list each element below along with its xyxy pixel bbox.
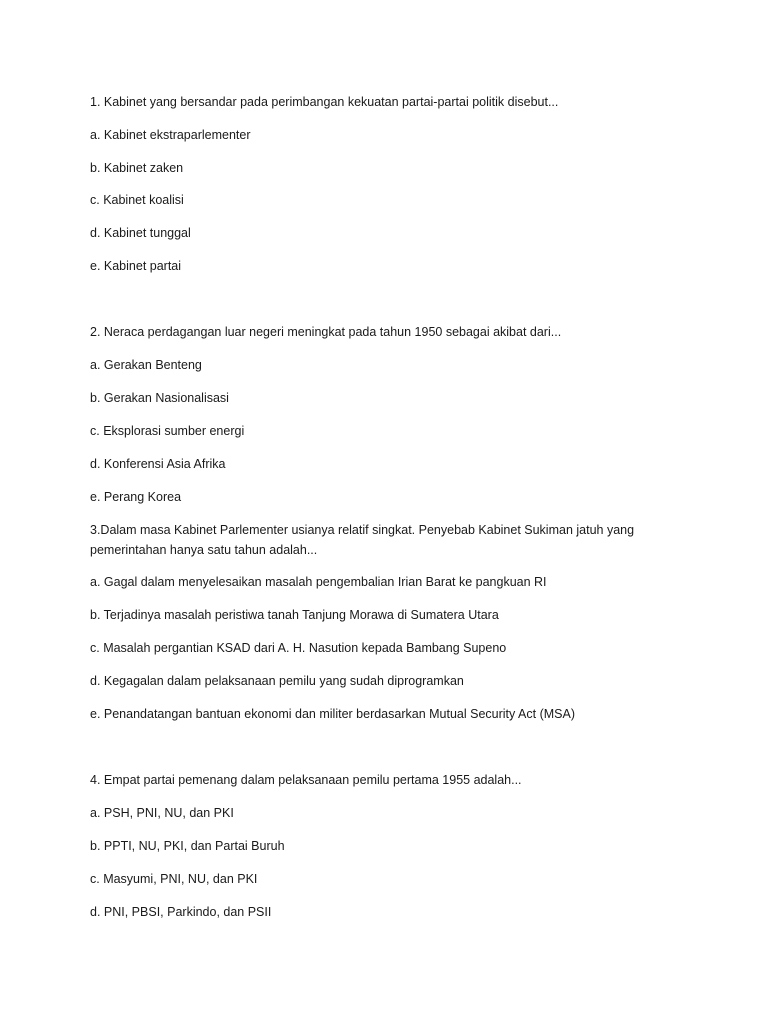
question-3-option-b: b. Terjadinya masalah peristiwa tanah Tanjung Morawa di Sumatera Utara [90, 608, 499, 622]
question-1-option-e: e. Kabinet partai [90, 259, 182, 273]
question-3-option-c: c. Masalah pergantian KSAD dari A. H. Nasution kepada Bambang Supeno [90, 641, 507, 655]
question-4-option-d: d. PNI, PBSI, Parkindo, dan PSII [90, 905, 272, 919]
question-4-option-b: b. PPTI, NU, PKI, dan Partai Buruh [90, 839, 285, 853]
question-1-option-c: c. Kabinet koalisi [90, 193, 184, 207]
question-3-option-a: a. Gagal dalam menyelesaikan masalah pengembalian Irian Barat ke pangkuan RI [90, 575, 547, 589]
question-2-option-a: a. Gerakan Benteng [90, 358, 202, 372]
question-2-text: 2. Neraca perdagangan luar negeri meningkat pada tahun 1950 sebagai akibat dari... [90, 325, 562, 339]
question-1-option-a: a. Kabinet ekstraparlementer [90, 128, 251, 142]
question-3-option-e: e. Penandatangan bantuan ekonomi dan militer berdasarkan Mutual Security Act (MSA) [90, 707, 575, 721]
question-4-text: 4. Empat partai pemenang dalam pelaksanaan pemilu pertama 1955 adalah... [90, 773, 522, 787]
question-3-text-line-1: 3.Dalam masa Kabinet Parlementer usianya relatif singkat. Penyebab Kabinet Sukiman jatuh yang [90, 523, 635, 537]
question-4-option-c: c. Masyumi, PNI, NU, dan PKI [90, 872, 258, 886]
question-3-option-d: d. Kegagalan dalam pelaksanaan pemilu yang sudah diprogramkan [90, 674, 464, 688]
question-4-option-a: a. PSH, PNI, NU, dan PKI [90, 806, 234, 820]
question-1-option-b: b. Kabinet zaken [90, 161, 184, 175]
question-1-text: 1. Kabinet yang bersandar pada perimbangan kekuatan partai-partai politik disebut... [90, 95, 559, 109]
question-1-option-d: d. Kabinet tunggal [90, 226, 191, 240]
question-2-option-c: c. Eksplorasi sumber energi [90, 424, 245, 438]
question-2-option-d: d. Konferensi Asia Afrika [90, 457, 226, 471]
question-3-text-line-2: pemerintahan hanya satu tahun adalah... [90, 543, 318, 557]
question-2-option-e: e. Perang Korea [90, 490, 182, 504]
question-2-option-b: b. Gerakan Nasionalisasi [90, 391, 229, 405]
